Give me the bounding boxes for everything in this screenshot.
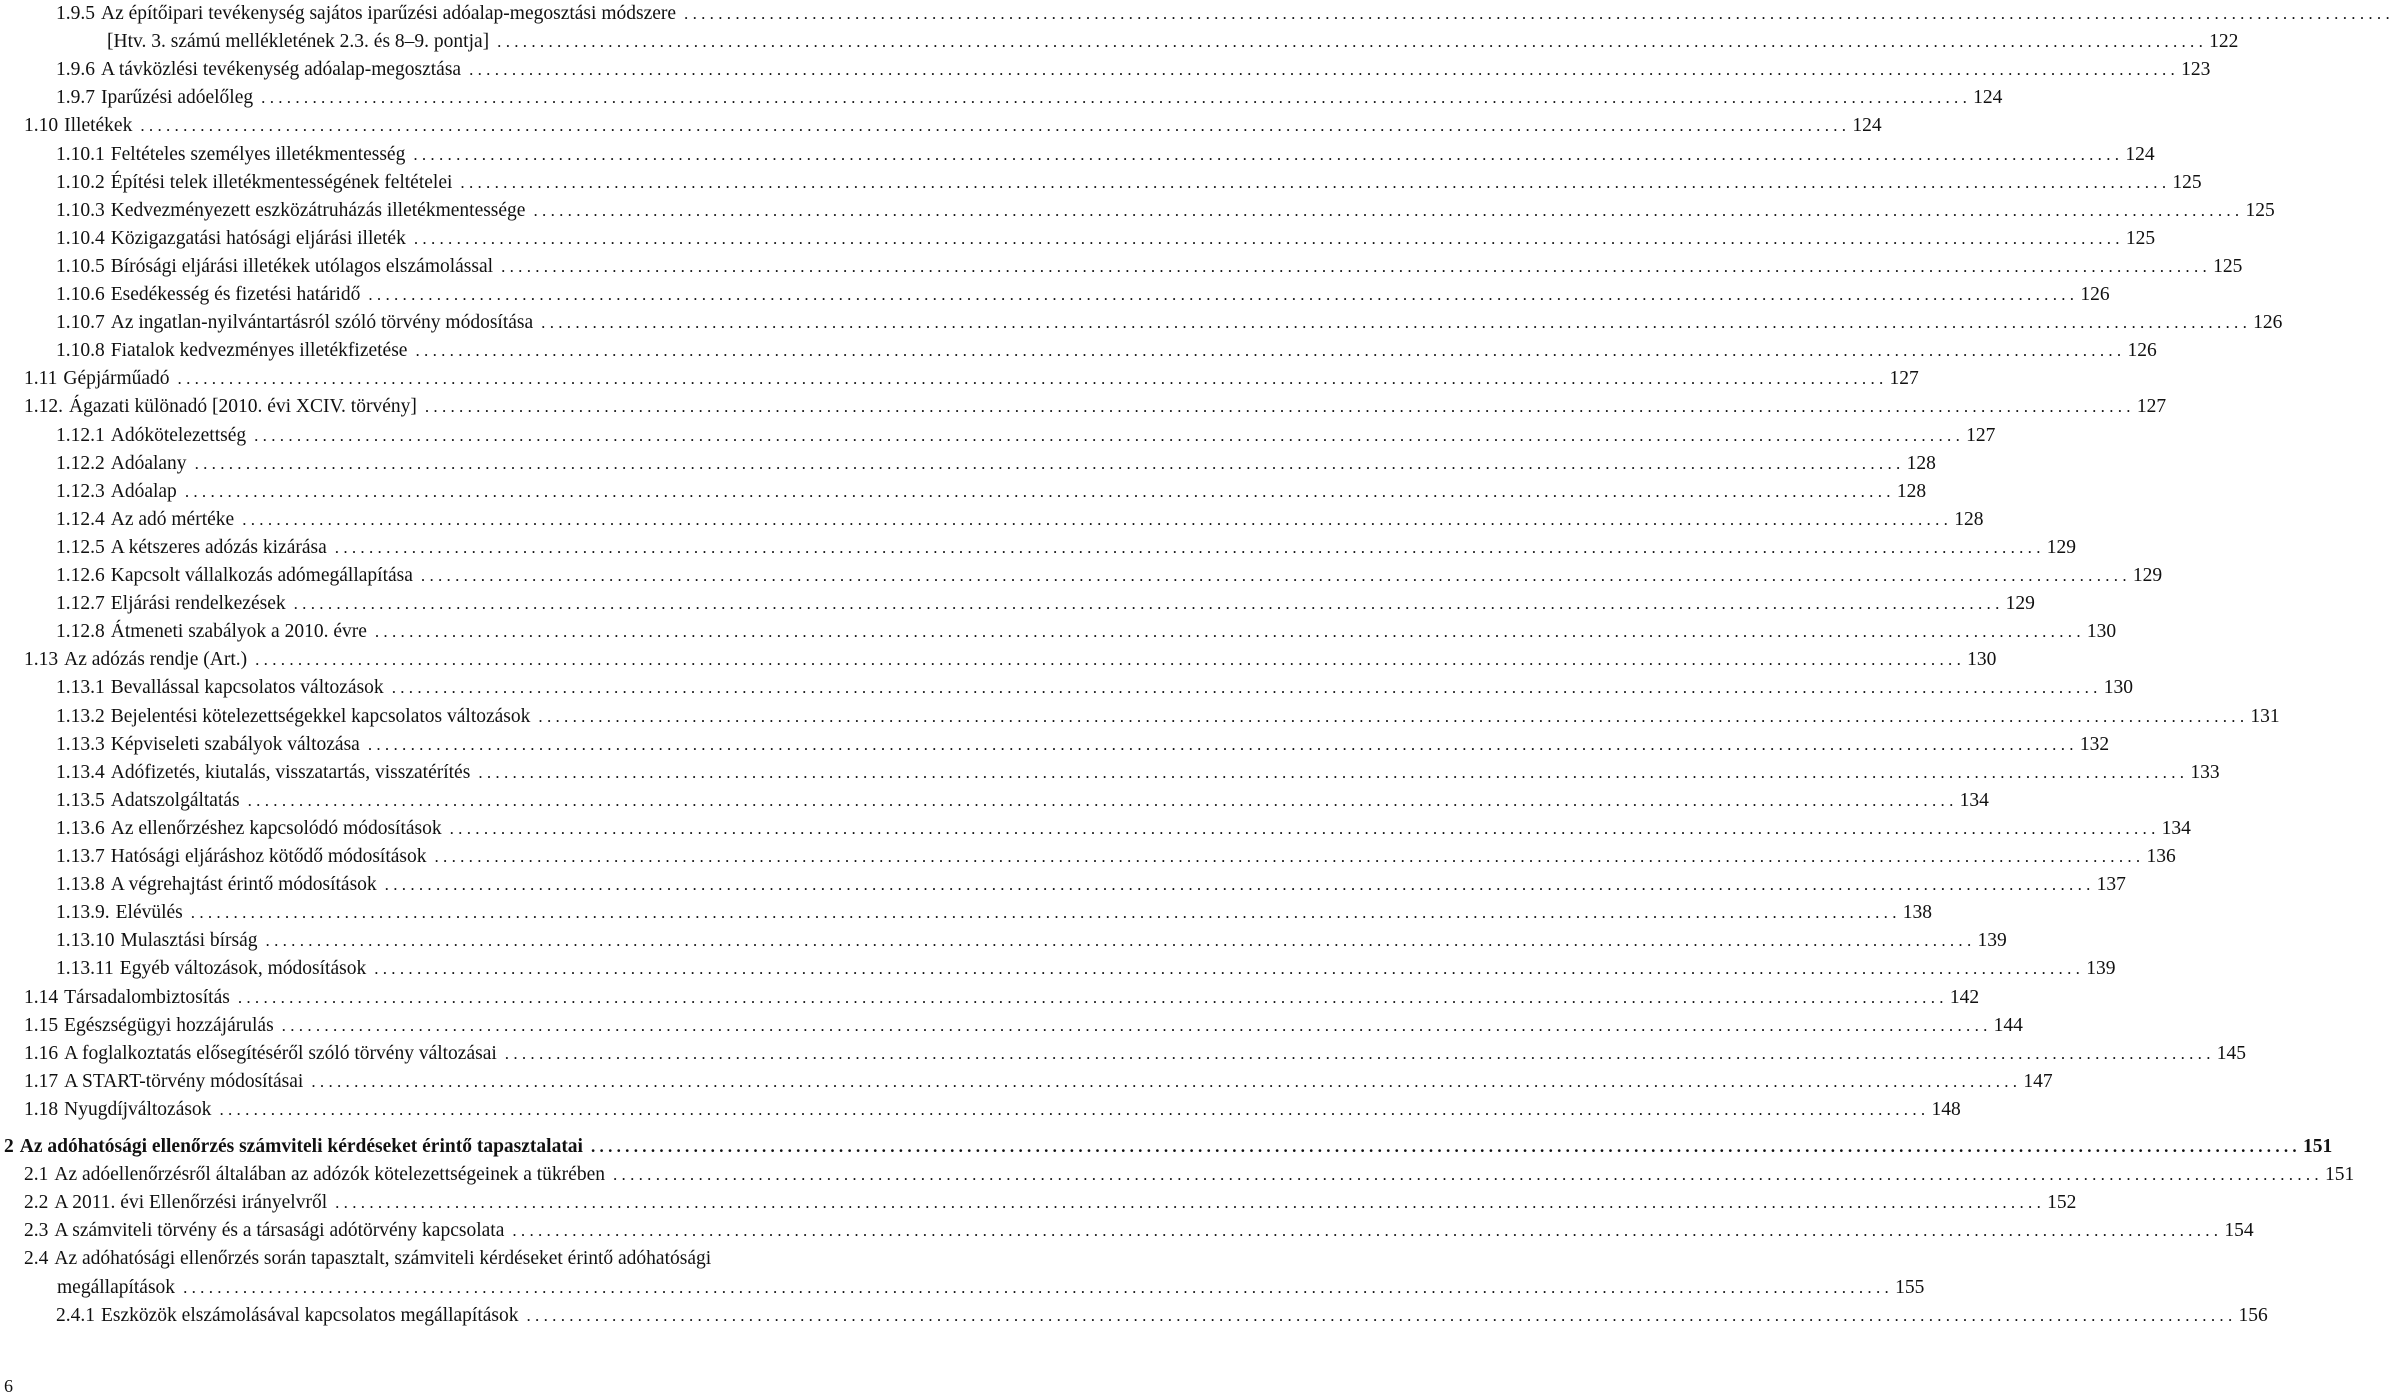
dot-leader: ........................................................................................................................................................................................................ bbox=[413, 228, 2124, 248]
toc-entry-title: Az adózás rendje (Art.) bbox=[64, 649, 248, 671]
toc-entry-number: 2.1 bbox=[24, 1164, 49, 1186]
toc-entry-page: 154 bbox=[2224, 1220, 2254, 1242]
toc-entry-title: Építési telek illetékmentességének feltételei bbox=[110, 171, 453, 193]
toc-entry-number: 1.13.2 bbox=[56, 705, 105, 727]
toc-entry-title: Feltételes személyes illetékmentesség bbox=[110, 143, 406, 165]
dot-leader: ........................................................................................................................................................................................................ bbox=[374, 622, 2085, 642]
toc-entry-number: 1.13.4 bbox=[56, 761, 105, 783]
toc-entry-number: 1.12.2 bbox=[56, 452, 105, 474]
toc-entry-number: 1.10.4 bbox=[56, 227, 105, 249]
toc-entry-title: Bírósági eljárási illetékek utólagos elszámolással bbox=[110, 255, 494, 277]
toc-entry[interactable] bbox=[0, 197, 2275, 225]
toc-entry-title: Az ingatlan-nyilvántartásról szóló törvény módosítása bbox=[110, 312, 534, 334]
toc-entry-title: Iparűzési adóelőleg bbox=[101, 87, 254, 109]
dot-leader: ........................................................................................................................................................................................................ bbox=[368, 285, 2079, 304]
dot-leader: ........................................................................................................................................................................................................ bbox=[140, 116, 1851, 136]
toc-entry-title: Elévülés bbox=[115, 902, 183, 924]
toc-entry-page: 129 bbox=[2005, 593, 2035, 615]
toc-entry[interactable] bbox=[0, 1189, 2077, 1217]
toc-entry-page: 128 bbox=[1906, 452, 1936, 474]
toc-entry-page: 129 bbox=[2132, 565, 2163, 586]
toc-entry-title: Egyéb változások, módosítások bbox=[119, 958, 367, 980]
toc-entry[interactable] bbox=[0, 1302, 2268, 1330]
toc-entry-page: 126 bbox=[2080, 284, 2110, 305]
toc-entry-title: Bevallással kapcsolatos változások bbox=[110, 677, 384, 699]
toc-entry-page: 137 bbox=[2096, 874, 2126, 896]
toc-entry-page: 124 bbox=[2125, 143, 2155, 165]
toc-entry-title: Esedékesség és fizetési határidő bbox=[110, 284, 361, 305]
toc-entry-page: 133 bbox=[2190, 761, 2220, 783]
toc-entry-title: Adókötelezettség bbox=[110, 424, 247, 446]
toc-entry-title: A START-törvény módosításai bbox=[64, 1070, 304, 1092]
dot-leader: ........................................................................................................................................................................................................ bbox=[590, 1137, 2301, 1156]
dot-leader: ........................................................................................................................................................................................................ bbox=[177, 369, 1888, 389]
toc-entry-number: 1.10.6 bbox=[56, 284, 105, 305]
toc-entry-page: 124 bbox=[1973, 87, 2003, 109]
toc-entry-number: 1.12.5 bbox=[56, 536, 105, 558]
toc-entry-page: 155 bbox=[1895, 1276, 1925, 1298]
dot-leader: ........................................................................................................................................................................................................ bbox=[237, 987, 1948, 1007]
toc-entry-page: 151 bbox=[2324, 1164, 2355, 1186]
toc-entry[interactable] bbox=[0, 927, 2007, 955]
toc-entry[interactable] bbox=[0, 365, 1919, 393]
page-number: 6 bbox=[4, 1376, 13, 1396]
toc-entry-number: 1.12. bbox=[24, 396, 63, 418]
toc-entry-number: 1.13.10 bbox=[56, 930, 115, 952]
toc-entry[interactable] bbox=[0, 112, 1882, 140]
toc-entry-number: 1.10.2 bbox=[56, 171, 105, 193]
toc-entry-number: 1.10.5 bbox=[56, 255, 105, 277]
toc-entry-title: Adóalany bbox=[110, 452, 187, 474]
toc-entry[interactable] bbox=[0, 393, 2167, 421]
toc-entry-number: 1.10 bbox=[24, 115, 59, 137]
toc-entry-title: A számviteli törvény és a társasági adótörvény kapcsolata bbox=[54, 1220, 505, 1242]
toc-entry-title: Az adóellenőrzésről általában az adózók kötelezettségeinek a tükrében bbox=[54, 1164, 605, 1186]
dot-leader: ........................................................................................................................................................................................................ bbox=[254, 425, 1965, 445]
toc-entry-number: 1.13.3 bbox=[56, 733, 105, 755]
dot-leader: ........................................................................................................................................................................................................ bbox=[501, 256, 2212, 276]
toc-entry-page: 142 bbox=[1949, 986, 1980, 1008]
toc-entry[interactable] bbox=[0, 984, 1980, 1012]
toc-entry-title: Képviseleti szabályok változása bbox=[110, 733, 360, 755]
toc-entry-number: 2.4 bbox=[24, 1248, 49, 1270]
toc-entry-title: A végrehajtást érintő módosítások bbox=[110, 874, 377, 896]
dot-leader: ........................................................................................................................................................................................................ bbox=[384, 875, 2095, 895]
toc-entry[interactable] bbox=[0, 309, 2283, 337]
toc-entry-number: 1.11 bbox=[24, 368, 58, 390]
toc-entry-number: 1.12.4 bbox=[56, 508, 105, 530]
dot-leader: ........................................................................................................................................................................................................ bbox=[281, 1015, 1992, 1035]
dot-leader: ........................................................................................................................................................................................................ bbox=[261, 88, 1972, 108]
dot-leader: ........................................................................................................................................................................................................ bbox=[541, 313, 2252, 333]
dot-leader: ........................................................................................................................................................................................................ bbox=[242, 509, 1953, 529]
toc-entry[interactable] bbox=[0, 1274, 1925, 1302]
toc-entry-title: Közigazgatási hatósági eljárási illeték bbox=[110, 227, 406, 249]
toc-entry-number: 1.13.7 bbox=[56, 846, 105, 867]
toc-entry-title: megállapítások bbox=[57, 1276, 176, 1298]
toc-entry-number: 1.13.8 bbox=[56, 874, 105, 896]
toc-entry-number: 1.17 bbox=[24, 1070, 59, 1092]
dot-leader: ........................................................................................................................................................................................................ bbox=[612, 1165, 2323, 1185]
toc-entry-title: Az adóhatósági ellenőrzés számviteli kérdéseket érintő tapasztalatai bbox=[19, 1136, 583, 1157]
toc-entry[interactable] bbox=[0, 84, 2003, 112]
toc-entry-page: 125 bbox=[2213, 255, 2243, 277]
toc-entry-page: 127 bbox=[1966, 424, 1996, 446]
dot-leader: ........................................................................................................................................................................................................ bbox=[183, 1277, 1894, 1297]
toc-entry-page: 156 bbox=[2238, 1304, 2268, 1326]
toc-entry-title: Az ellenőrzéshez kapcsolódó módosítások bbox=[110, 817, 442, 839]
toc-entry-page: 130 bbox=[1967, 649, 1997, 671]
dot-leader: ........................................................................................................................................................................................................ bbox=[255, 650, 1966, 670]
dot-leader: ........................................................................................................................................................................................................ bbox=[469, 60, 2180, 80]
dot-leader: ........................................................................................................................................................................................................ bbox=[434, 847, 2145, 866]
dot-leader: ........................................................................................................................................................................................................ bbox=[247, 790, 1958, 810]
toc-entry-page: 134 bbox=[2161, 817, 2191, 839]
toc-entry-page: 139 bbox=[1977, 930, 2007, 952]
toc-entry-title: Az adó mértéke bbox=[110, 508, 235, 530]
toc-entry-number: 1.12.1 bbox=[56, 424, 105, 446]
toc-entry-number: 1.14 bbox=[24, 986, 59, 1008]
toc-entry-page: 145 bbox=[2216, 1042, 2247, 1064]
dot-leader: ........................................................................................................................................................................................................ bbox=[413, 144, 2124, 164]
toc-entry-title: Mulasztási bírság bbox=[120, 930, 258, 952]
dot-leader: ........................................................................................................................................................................................................ bbox=[420, 566, 2131, 585]
toc-entry[interactable] bbox=[0, 1096, 1961, 1124]
toc-entry-title: Kedvezményezett eszközátruházás illetékmentessége bbox=[110, 199, 526, 221]
toc-entry-page: 147 bbox=[2023, 1070, 2053, 1092]
toc-entry-page: 144 bbox=[1993, 1014, 2023, 1036]
toc-entry-title: Adatszolgáltatás bbox=[110, 789, 240, 811]
toc-entry-title: Átmeneti szabályok a 2010. évre bbox=[110, 621, 367, 643]
toc-entry-page: 152 bbox=[2047, 1192, 2077, 1214]
toc-entry[interactable] bbox=[0, 0, 2394, 28]
toc-entry[interactable] bbox=[0, 1161, 2355, 1189]
dot-leader: ........................................................................................................................................................................................................ bbox=[335, 1193, 2046, 1213]
toc-entry-page: 122 bbox=[2209, 31, 2239, 53]
toc-entry-page: 139 bbox=[2086, 958, 2116, 980]
toc-entry[interactable] bbox=[0, 506, 1984, 534]
toc-entry-page: 125 bbox=[2245, 199, 2275, 221]
toc-entry[interactable] bbox=[0, 1012, 2023, 1040]
toc-entry-number: 1.13 bbox=[24, 649, 59, 671]
toc-entry-title: Adóalap bbox=[110, 480, 177, 502]
toc-entry-number: 1.13.5 bbox=[56, 789, 105, 811]
toc-entry[interactable] bbox=[0, 422, 1996, 450]
toc-entry-page: 128 bbox=[1896, 480, 1927, 502]
dot-leader: ........................................................................................................................................................................................................ bbox=[424, 397, 2135, 417]
toc-entry[interactable] bbox=[0, 703, 2280, 731]
toc-entry-page: 131 bbox=[2250, 705, 2280, 727]
toc-entry-number: 1.13.9. bbox=[56, 902, 110, 924]
toc-entry[interactable] bbox=[0, 28, 2239, 56]
toc-entry[interactable] bbox=[0, 225, 2156, 253]
toc-entry-page: 138 bbox=[1902, 902, 1933, 924]
dot-leader: ........................................................................................................................................................................................................ bbox=[538, 706, 2249, 726]
toc-entry-page: 132 bbox=[2079, 733, 2110, 755]
toc-entry[interactable] bbox=[0, 450, 1936, 478]
toc-entry[interactable] bbox=[0, 534, 2077, 562]
toc-entry-number: 1.12.3 bbox=[56, 480, 105, 502]
toc-entry[interactable] bbox=[0, 759, 2220, 787]
toc-entry-number: 1.10.1 bbox=[56, 143, 105, 165]
toc-entry[interactable] bbox=[0, 731, 2110, 759]
dot-leader: ........................................................................................................................................................................................................ bbox=[460, 172, 2171, 192]
toc-entry-number: 2.2 bbox=[24, 1192, 49, 1214]
dot-leader: ........................................................................................................................................................................................................ bbox=[219, 1099, 1930, 1119]
toc-entry-number: 2 bbox=[4, 1136, 14, 1157]
toc-entry[interactable] bbox=[0, 815, 2191, 843]
dot-leader: ........................................................................................................................................................................................................ bbox=[293, 594, 2004, 614]
toc-entry[interactable] bbox=[0, 674, 2133, 702]
toc-entry-title: Eszközök elszámolásával kapcsolatos megállapítások bbox=[101, 1304, 519, 1326]
dot-leader: ........................................................................................................................................................................................................ bbox=[374, 959, 2085, 979]
toc-entry[interactable] bbox=[0, 169, 2202, 197]
toc-entry-title: Hatósági eljáráshoz kötődő módosítások bbox=[110, 846, 427, 867]
toc-entry-title: Adófizetés, kiutalás, visszatartás, visszatérítés bbox=[110, 761, 471, 783]
toc-entry-title: Eljárási rendelkezések bbox=[110, 593, 286, 615]
toc-entry-page: 130 bbox=[2103, 677, 2133, 699]
toc-entry-page: 126 bbox=[2127, 340, 2157, 362]
toc-entry-title: Gépjárműadó bbox=[63, 368, 170, 390]
toc-entry-number: 1.12.7 bbox=[56, 593, 105, 615]
toc-entry-page: 128 bbox=[1954, 508, 1984, 530]
toc-entry-number: 1.15 bbox=[24, 1014, 59, 1036]
toc-entry-number: 1.13.11 bbox=[56, 958, 114, 980]
toc-entry-page: 136 bbox=[2146, 846, 2176, 867]
toc-entry-title: Egészségügyi hozzájárulás bbox=[64, 1014, 274, 1036]
dot-leader: ........................................................................................................................................................................................................ bbox=[684, 4, 2394, 23]
toc-entry[interactable] bbox=[0, 843, 2176, 871]
toc-entry-number: 2.4.1 bbox=[56, 1304, 95, 1326]
toc-entry-number: 1.9.6 bbox=[56, 59, 95, 81]
toc-entry-page: 125 bbox=[2172, 171, 2202, 193]
toc-entry-number: 1.9.5 bbox=[56, 3, 95, 24]
toc-entry[interactable] bbox=[0, 56, 2211, 84]
toc-entry-page: 129 bbox=[2046, 536, 2077, 558]
toc-entry-title: Az építőipari tevékenység sajátos iparűzési adóalap-megosztási módszere bbox=[101, 3, 677, 24]
toc-entry-page: 151 bbox=[2302, 1136, 2333, 1157]
toc-entry[interactable] bbox=[0, 141, 2155, 169]
toc-entry[interactable] bbox=[0, 1217, 2254, 1245]
dot-leader: ........................................................................................................................................................................................................ bbox=[367, 734, 2078, 754]
toc-entry[interactable] bbox=[0, 1040, 2247, 1068]
toc-entry-title: A foglalkoztatás elősegítéséről szóló törvény változásai bbox=[64, 1042, 497, 1064]
toc-entry-title: Nyugdíjváltozások bbox=[64, 1098, 212, 1120]
toc-entry[interactable] bbox=[0, 1245, 960, 1273]
toc-entry-number: 1.13.6 bbox=[56, 817, 105, 839]
dot-leader: ........................................................................................................................................................................................................ bbox=[194, 453, 1905, 473]
toc-entry[interactable] bbox=[0, 618, 2117, 646]
dot-leader: ........................................................................................................................................................................................................ bbox=[449, 818, 2160, 838]
dot-leader: ........................................................................................................................................................................................................ bbox=[512, 1221, 2223, 1241]
toc-entry-number: 1.10.8 bbox=[56, 340, 105, 362]
dot-leader: ........................................................................................................................................................................................................ bbox=[533, 200, 2244, 220]
toc-entry-number: 1.12.6 bbox=[56, 565, 105, 586]
toc-entry[interactable] bbox=[0, 478, 1927, 506]
toc-entry-title: A 2011. évi Ellenőrzési irányelvről bbox=[54, 1192, 328, 1214]
toc-entry-page: 123 bbox=[2181, 59, 2211, 81]
dot-leader: ........................................................................................................................................................................................................ bbox=[311, 1071, 2022, 1091]
dot-leader: ........................................................................................................................................................................................................ bbox=[504, 1043, 2215, 1063]
toc-entry-title: A kétszeres adózás kizárása bbox=[110, 536, 327, 558]
toc-entry-title: Bejelentési kötelezettségekkel kapcsolatos változások bbox=[110, 705, 531, 727]
toc-entry-page: 130 bbox=[2086, 621, 2117, 643]
toc-entry[interactable] bbox=[0, 337, 2157, 365]
toc-entry[interactable] bbox=[0, 1068, 2053, 1096]
dot-leader: ........................................................................................................................................................................................................ bbox=[526, 1305, 2237, 1325]
toc-entry-number: 1.16 bbox=[24, 1042, 59, 1064]
toc-entry-number: 1.18 bbox=[24, 1098, 59, 1120]
toc-entry-title: Illetékek bbox=[64, 115, 133, 137]
toc-entry-title: Fiatalok kedvezményes illetékfizetése bbox=[110, 340, 408, 362]
toc-entry-title: A távközlési tevékenység adóalap-megosztása bbox=[101, 59, 462, 81]
toc-entry-title: Társadalombiztosítás bbox=[64, 986, 230, 1008]
dot-leader: ........................................................................................................................................................................................................ bbox=[265, 931, 1976, 951]
toc-entry-number: 1.9.7 bbox=[56, 87, 95, 109]
toc-entry[interactable] bbox=[0, 1133, 2333, 1161]
dot-leader: ........................................................................................................................................................................................................ bbox=[334, 537, 2045, 557]
toc-entry-page: 134 bbox=[1959, 789, 1989, 811]
toc-entry[interactable] bbox=[0, 646, 1997, 674]
toc-entry[interactable] bbox=[0, 899, 1933, 927]
toc-entry[interactable] bbox=[0, 871, 2126, 899]
toc-entry-page: 125 bbox=[2125, 227, 2156, 249]
dot-leader: ........................................................................................................................................................................................................ bbox=[415, 341, 2126, 361]
toc-entry-page: 148 bbox=[1931, 1098, 1961, 1120]
toc-entry-page: 127 bbox=[1889, 368, 1919, 390]
dot-leader: ........................................................................................................................................................................................................ bbox=[184, 481, 1895, 501]
toc-entry-number: 1.10.7 bbox=[56, 312, 105, 334]
toc-entry-number: 1.12.8 bbox=[56, 621, 105, 643]
toc-entry-page: 127 bbox=[2136, 396, 2167, 418]
toc-entry-page: 126 bbox=[2253, 312, 2283, 334]
toc-entry[interactable] bbox=[0, 955, 2116, 983]
toc-entry-page: 124 bbox=[1852, 115, 1882, 137]
toc-entry-title: Ágazati különadó [2010. évi XCIV. törvény] bbox=[69, 396, 417, 418]
toc-entry-title: [Htv. 3. számú mellékletének 2.3. és 8–9. pontja] bbox=[107, 31, 490, 53]
toc-entry[interactable] bbox=[0, 590, 2035, 618]
toc-entry[interactable] bbox=[0, 281, 2110, 309]
toc-entry-number: 1.10.3 bbox=[56, 199, 105, 221]
toc-entry-title: Kapcsolt vállalkozás adómegállapítása bbox=[110, 565, 413, 586]
dot-leader: ........................................................................................................................................................................................................ bbox=[497, 32, 2208, 52]
dot-leader: ........................................................................................................................................................................................................ bbox=[478, 762, 2189, 782]
toc-entry[interactable] bbox=[0, 562, 2163, 590]
toc-entry[interactable] bbox=[0, 787, 1989, 815]
toc-entry-title: Az adóhatósági ellenőrzés során tapasztalt, számviteli kérdéseket érintő adóhatósági bbox=[54, 1248, 712, 1270]
dot-leader: ........................................................................................................................................................................................................ bbox=[190, 903, 1901, 923]
toc-entry-number: 2.3 bbox=[24, 1220, 49, 1242]
toc-entry[interactable] bbox=[0, 253, 2243, 281]
dot-leader: ........................................................................................................................................................................................................ bbox=[391, 678, 2102, 698]
toc-entry-number: 1.13.1 bbox=[56, 677, 105, 699]
